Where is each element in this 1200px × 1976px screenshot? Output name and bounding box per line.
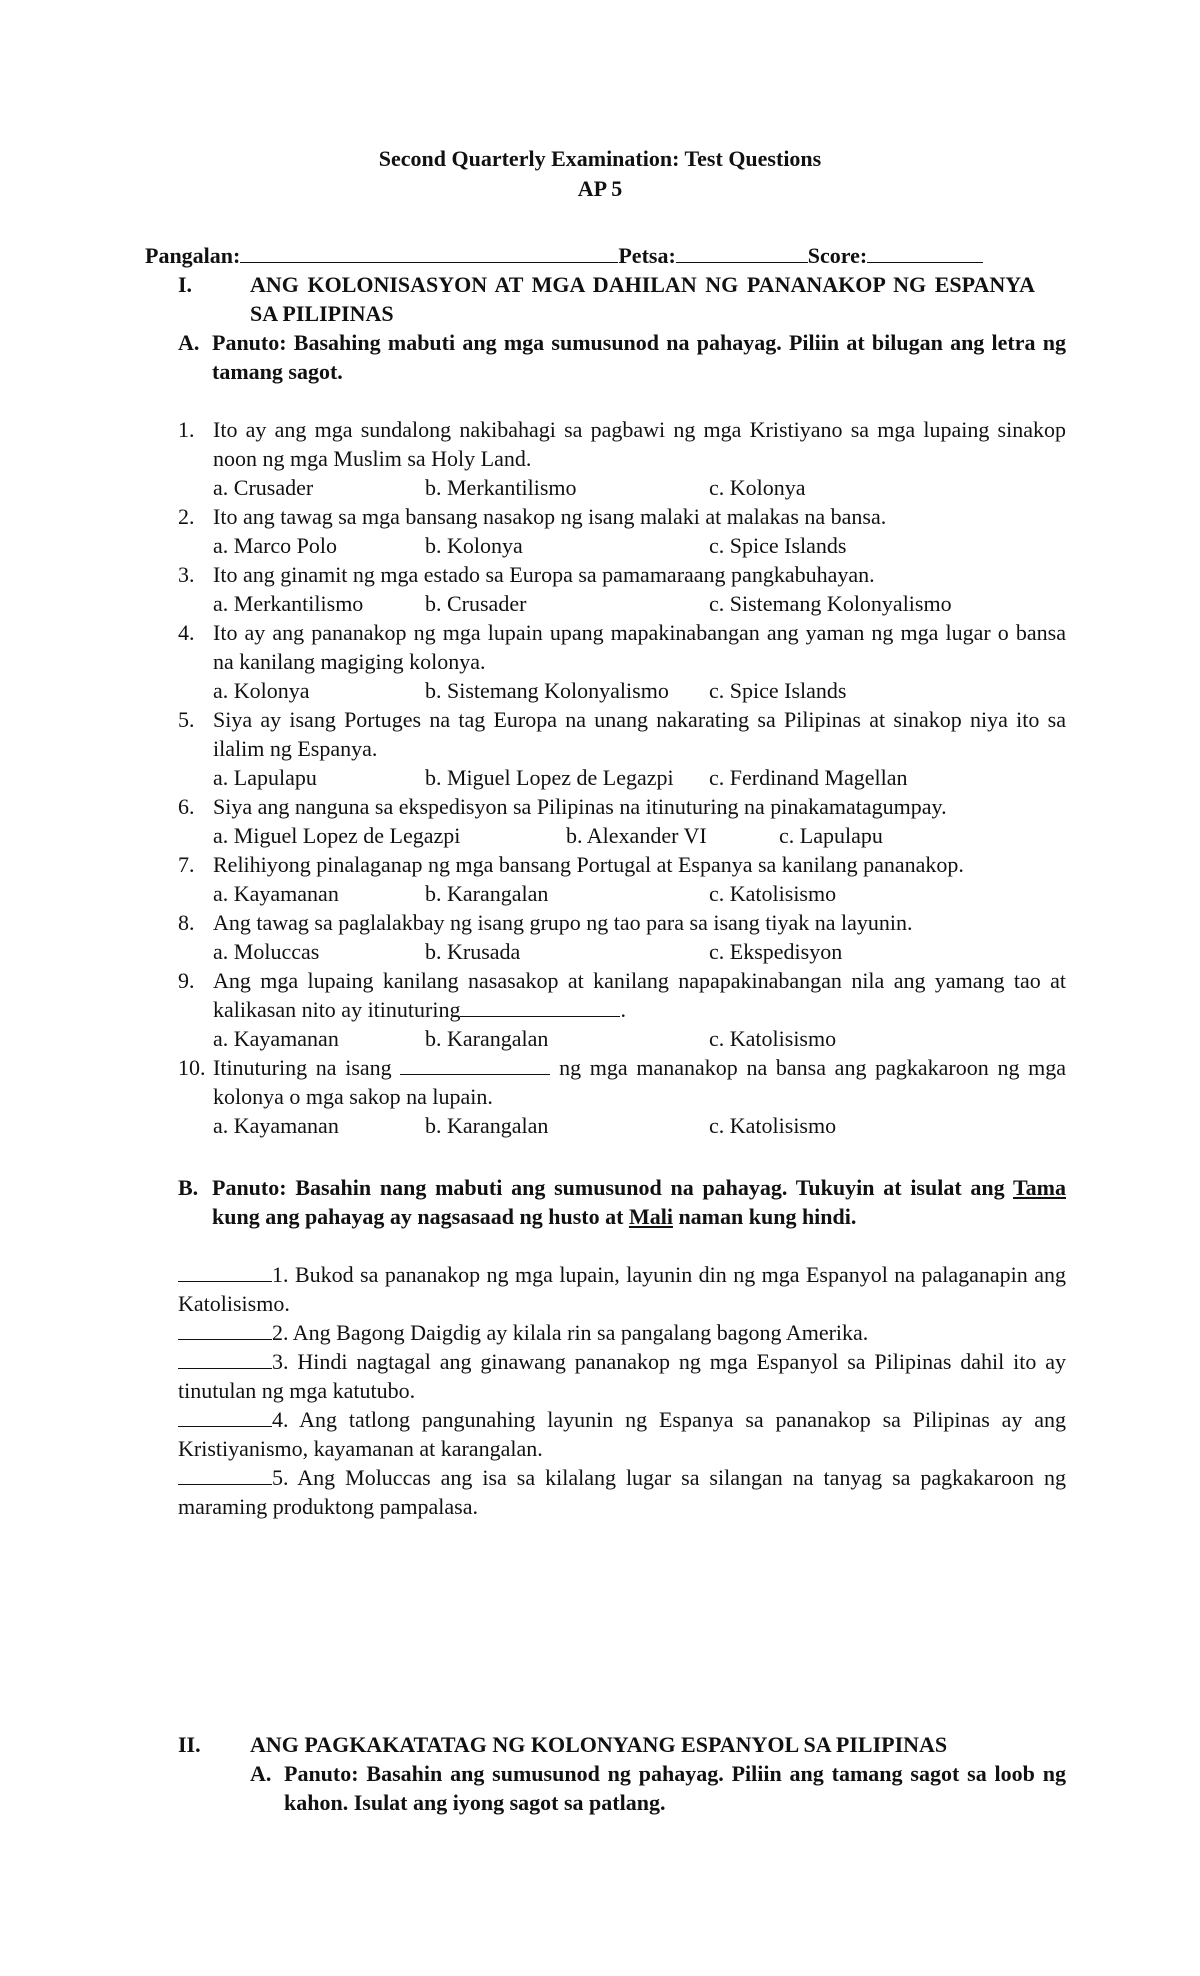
date-blank[interactable] <box>676 240 808 263</box>
part1-title: ANG KOLONISASYON AT MGA DAHILAN NG PANANAKOP NG ESPANYA SA PILIPINAS <box>250 272 1035 326</box>
true-false-item-1: 1. Bukod sa pananakop ng mga lupain, layunin din ng mga Espanyol na palaganapin ang Katolisismo. <box>178 1262 1066 1316</box>
option-c[interactable]: c. Spice Islands <box>709 678 847 703</box>
answer-blank[interactable] <box>400 1054 550 1075</box>
question-text: Siya ay isang Portuges na tag Europa na unang nakarating sa Pilipinas at sinakop niya ito sa ilalim ng Espanya. <box>213 707 1066 761</box>
option-c[interactable]: c. Ferdinand Magellan <box>709 765 908 790</box>
option-b[interactable]: b. Merkantilismo <box>425 475 577 500</box>
part1-numeral: I. <box>178 272 193 297</box>
mali-keyword: Mali <box>628 1204 673 1229</box>
tama-keyword: Tama <box>1013 1175 1066 1200</box>
question-text: Siya ang nanguna sa ekspedisyon sa Pilipinas na itinuturing na pinakamatagumpay. <box>213 794 947 819</box>
question-text: Ito ang tawag sa mga bansang nasakop ng isang malaki at malakas na bansa. <box>213 504 887 529</box>
date-label: Petsa: <box>618 243 676 268</box>
option-b[interactable]: b. Krusada <box>425 939 521 964</box>
option-b[interactable]: b. Sistemang Kolonyalismo <box>425 678 669 703</box>
question-text: Ito ay ang mga sundalong nakibahagi sa pagbawi ng mga Kristiyano sa mga lupaing sinakop noon ng mga Muslim sa Holy Land. <box>213 417 1066 471</box>
question-text: Ang tawag sa paglalakbay ng isang grupo ng tao para sa isang tiyak na layunin. <box>213 910 913 935</box>
question-text: Itinuturing na isang ng mga mananakop na bansa ang pagkakaroon ng mga kolonya o mga sakop na lupain. <box>213 1055 1067 1109</box>
answer-blank[interactable] <box>460 996 620 1017</box>
answer-blank[interactable] <box>178 1348 272 1369</box>
name-blank[interactable] <box>240 240 618 263</box>
question-text: Ito ay ang pananakop ng mga lupain upang mapakinabangan ang yaman ng mga lugar o bansa na kanilang magiging kolonya. <box>213 620 1066 674</box>
exam-subject: AP 5 <box>577 176 623 201</box>
question-7-options <box>213 879 1066 908</box>
option-a[interactable]: a. Miguel Lopez de Legazpi <box>213 823 461 848</box>
option-b[interactable]: b. Miguel Lopez de Legazpi <box>425 765 674 790</box>
answer-blank[interactable] <box>178 1261 272 1282</box>
option-a[interactable]: a. Moluccas <box>213 939 320 964</box>
question-text: Relihiyong pinalaganap ng mga bansang Portugal at Espanya sa kanilang pananakop. <box>213 852 964 877</box>
option-c[interactable]: c. Katolisismo <box>709 1026 837 1051</box>
option-c[interactable]: c. Kolonya <box>709 475 806 500</box>
option-b[interactable]: b. Kolonya <box>425 533 523 558</box>
question-1-options <box>213 473 1066 502</box>
option-c[interactable]: c. Ekspedisyon <box>709 939 843 964</box>
true-false-item-5: 5. Ang Moluccas ang isa sa kilalang lugar sa silangan na tanyag sa pagkakaroon ng maraming produktong pampalasa. <box>178 1465 1066 1519</box>
question-4-options <box>213 676 1066 705</box>
question-8-options <box>213 937 1066 966</box>
option-a[interactable]: a. Kolonya <box>213 678 310 703</box>
true-false-item-3: 3. Hindi nagtagal ang ginawang pananakop ng mga Espanyol sa Pilipinas dahil ito ay tinutulan ng mga katutubo. <box>178 1349 1066 1403</box>
option-c[interactable]: c. Sistemang Kolonyalismo <box>709 591 952 616</box>
exam-title: Second Quarterly Examination: Test Questions <box>378 146 822 171</box>
question-10-options <box>213 1111 1066 1140</box>
option-b[interactable]: b. Alexander VI <box>566 823 707 848</box>
answer-blank[interactable] <box>178 1319 272 1340</box>
score-label: Score: <box>807 243 868 268</box>
score-blank[interactable] <box>867 240 983 263</box>
option-b[interactable]: b. Karangalan <box>425 1026 549 1051</box>
part2-numeral: II. <box>178 1732 201 1757</box>
option-a[interactable]: a. Lapulapu <box>213 765 317 790</box>
answer-blank[interactable] <box>178 1406 272 1427</box>
option-c[interactable]: c. Lapulapu <box>779 823 883 848</box>
option-b[interactable]: b. Karangalan <box>425 1113 549 1138</box>
exam-page: Second Quarterly Examination: Test Questions AP 5 Pangalan: Petsa: Score: I. ANG KOLONISASYON AT MGA DAHILAN NG PANANAKOP NG ESPANYA SA PILIPINAS A. Panuto: Basahing mabuti ang mga sumusunod na pahayag. Piliin at bilugan ang letra ng tamang sagot. 1. Ito ay ang mga sundalong nakibahagi sa pagbawi ng mga Kristiyano sa mga lupaing sinakop noon ng mga Muslim sa Holy Land. a. Crusader b. Merkantilismo c. Kolonya 2. Ito ang tawag sa mga bansang nasakop ng isang malaki at malakas na bansa. a. Marco Polo b. Kolonya c. Spice Islands 3. Ito ang ginamit ng mga estado sa Europa sa pamamaraang pangkabuhayan. a. Merkantilismo b. Crusader c. Sistemang Kolonyalismo 4. Ito ay ang pananakop ng mga lupain upang mapakinabangan ang yaman ng mga lugar o bansa na kanilang magiging kolonya. a. Kolonya b. Sistemang Kolonyalismo c. Spice Islands 5. Siya ay isang Portuges na tag Europa na unang nakarating sa Pilipinas at sinakop niya ito sa ilalim ng Espanya. a. Lapulapu b. Miguel Lopez de Legazpi c. Ferdinand Magellan 6. Siya ang nanguna sa ekspedisyon sa Pilipinas na itinuturing na pinakamatagumpay. a. Miguel Lopez de Legazpi b. Alexander VI c. Lapulapu 7. Relihiyong pinalaganap ng mga bansang Portugal at Espanya sa kanilang pananakop. a. Kayamanan b. Karangalan c. Katolisismo 8. Ang tawag sa paglalakbay ng isang grupo ng tao para sa isang tiyak na layunin. a. Moluccas b. Krusada c. Ekspedisyon 9. Ang mga lupaing kanilang nasasakop at kanilang napapakinabangan nila ang yamang tao at kalikasan nito ay itinuturing . a. Kayamanan b. Karangalan c. Katolisismo 10. Itinuturing na isang ng mga mananakop na bansa ang pagkakaroon ng mga kolonya o mga sakop na lupain. a. Kayamanan b. Karangalan c. Katolisismo B. Panuto: Basahin nang mabuti ang sumusunod na pahayag. Tukuyin at isulat ang Tama kung ang pahayag ay nagsasaad ng husto at Mali naman kung hindi. 1. Bukod sa pananakop ng mga lupain, layunin din ng mga Espanyol na palaganapin ang Katolisismo. 2. Ang Bagong Daigdig ay kilala rin sa pangalang bagong Amerika. 3. Hindi nagtagal ang ginawang pananakop ng mga Espanyol sa Pilipinas dahil ito ay tinutulan ng mga katutubo. 4. Ang tatlong pangunahing layunin ng Espanya sa pananakop sa Pilipinas ay ang Kristiyanismo, kayamanan at karangalan. 5. Ang Moluccas ang isa sa kilalang lugar sa silangan na tanyag sa pagkakaroon ng maraming produktong pampalasa. II. ANG PAGKAKATATAG NG KOLONYANG ESPANYOL SA PILIPINAS A. Panuto: Basahin ang sumusunod ng pahayag. Piliin ang tamang sagot sa loob ng kahon. Isulat ang iyong sagot sa patlang. <box>0 0 1200 1976</box>
option-b[interactable]: b. Crusader <box>425 591 527 616</box>
option-a[interactable]: a. Crusader <box>213 475 314 500</box>
option-c[interactable]: c. Spice Islands <box>709 533 847 558</box>
question-3-options <box>213 589 1066 618</box>
option-a[interactable]: a. Marco Polo <box>213 533 338 558</box>
question-2-options <box>213 531 1066 560</box>
option-c[interactable]: c. Katolisismo <box>709 881 837 906</box>
option-c[interactable]: c. Katolisismo <box>709 1113 837 1138</box>
question-text: Ito ang ginamit ng mga estado sa Europa sa pamamaraang pangkabuhayan. <box>213 562 875 587</box>
part2-title: ANG PAGKAKATATAG NG KOLONYANG ESPANYOL SA PILIPINAS <box>250 1732 948 1757</box>
true-false-item-2: 2. Ang Bagong Daigdig ay kilala rin sa pangalang bagong Amerika. <box>178 1318 1066 1347</box>
answer-blank[interactable] <box>178 1464 272 1485</box>
name-label: Pangalan: <box>145 243 241 268</box>
option-a[interactable]: a. Kayamanan <box>213 1113 339 1138</box>
question-5-options <box>213 763 1066 792</box>
option-a[interactable]: a. Merkantilismo <box>213 591 364 616</box>
true-false-item-4: 4. Ang tatlong pangunahing layunin ng Espanya sa pananakop sa Pilipinas ay ang Kristiyanismo, kayamanan at karangalan. <box>178 1407 1066 1461</box>
question-6-options <box>213 821 1066 850</box>
student-info-row <box>145 240 1045 270</box>
question-9-options <box>213 1024 1066 1053</box>
option-a[interactable]: a. Kayamanan <box>213 881 339 906</box>
option-a[interactable]: a. Kayamanan <box>213 1026 339 1051</box>
option-b[interactable]: b. Karangalan <box>425 881 549 906</box>
question-text: Ang mga lupaing kanilang nasasakop at kanilang napapakinabangan nila ang yamang tao at kalikasan nito ay itinuturing . <box>213 968 1066 1022</box>
